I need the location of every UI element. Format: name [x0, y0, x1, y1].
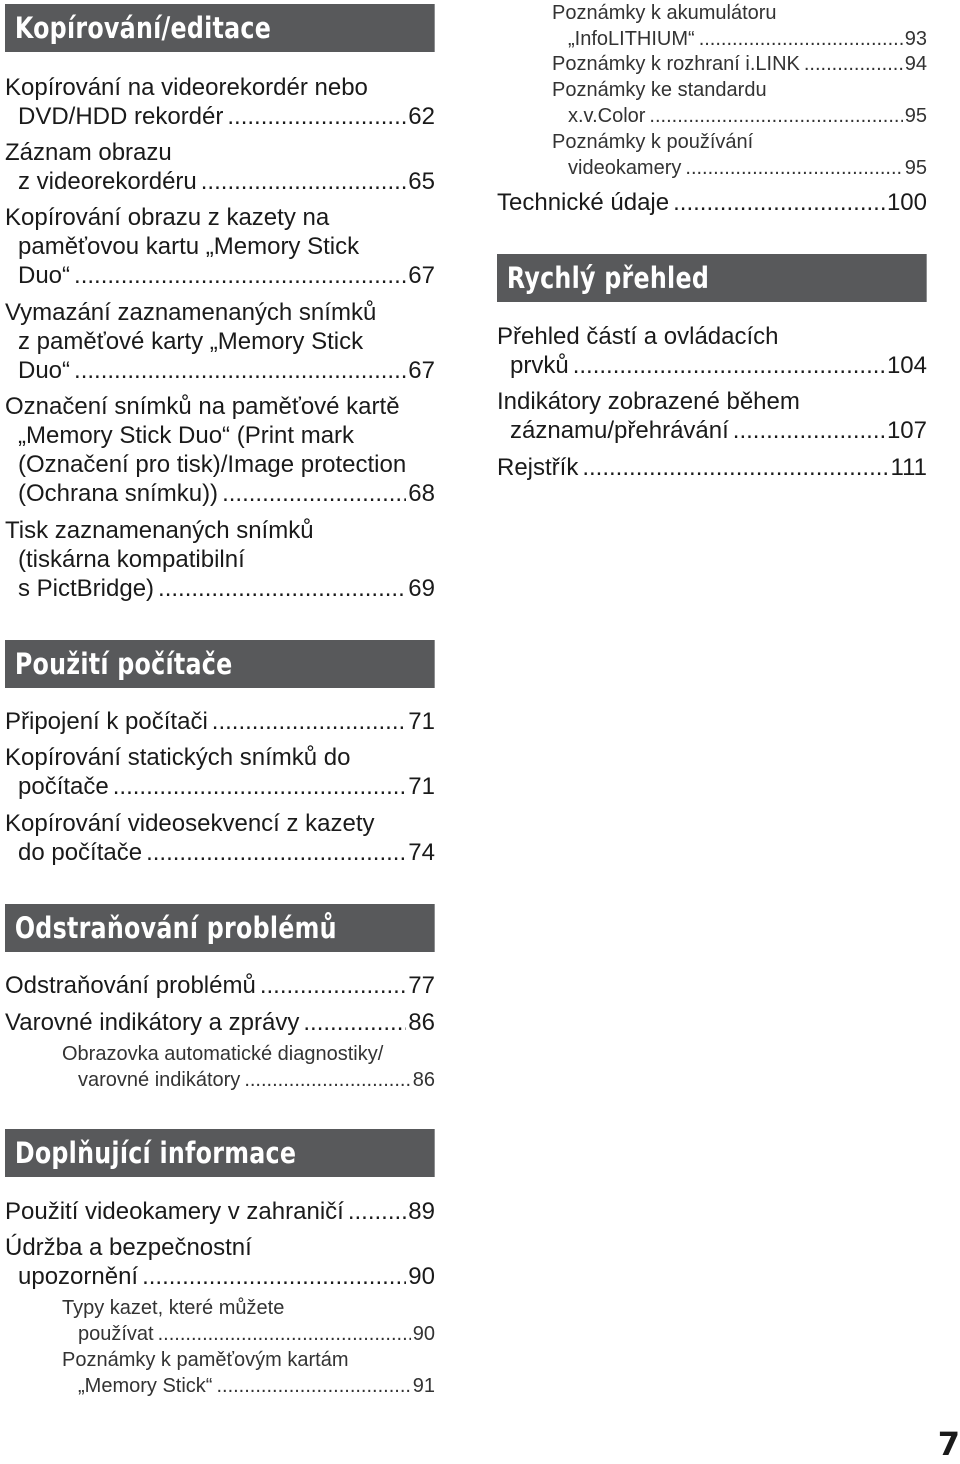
toc-entry-line — [62, 1067, 435, 1093]
toc-entry-line — [5, 1233, 435, 1262]
toc-page-number: 89 — [408, 1198, 435, 1225]
toc-entry-record-from-vcr[interactable] — [5, 138, 435, 196]
dot-leader — [158, 574, 406, 603]
toc-entry-line — [5, 356, 435, 385]
toc-entry-text: (Ochrana snímku)) — [18, 480, 219, 507]
toc-entry-line — [5, 138, 435, 167]
toc-entry-line — [497, 322, 927, 351]
toc-entry-troubleshooting[interactable] — [5, 971, 435, 1000]
toc-page-number: 71 — [408, 773, 435, 800]
toc-entry-line — [62, 1041, 435, 1067]
toc-entry-text: varovné indikátory — [78, 1069, 241, 1091]
toc-entry-abroad[interactable] — [5, 1197, 435, 1226]
toc-entry-text: Poznámky ke standardu — [552, 79, 767, 101]
dot-leader — [804, 51, 903, 77]
dot-leader — [573, 351, 885, 380]
toc-entry-line — [5, 421, 435, 450]
toc-page-number: 94 — [904, 53, 927, 75]
toc-entry-text: upozornění — [18, 1263, 139, 1290]
toc-page-number: 69 — [408, 575, 435, 602]
toc-entry-text: Vymazání zaznamenaných snímků — [5, 299, 377, 326]
toc-entry-line — [497, 351, 927, 380]
toc-entry-line — [552, 129, 927, 155]
toc-page-number: 68 — [408, 480, 435, 507]
toc-entry-text: Přehled částí a ovládacích — [497, 323, 779, 350]
toc-page-number: 86 — [412, 1069, 435, 1091]
toc-entry-line — [552, 103, 927, 129]
toc-entry-parts-controls[interactable] — [497, 322, 927, 380]
toc-entry-line — [5, 743, 435, 772]
toc-page-number: 104 — [886, 352, 927, 379]
dot-leader — [74, 261, 406, 290]
dot-leader — [260, 971, 406, 1000]
toc-entry-line — [5, 838, 435, 867]
toc-entry-line — [497, 416, 927, 445]
toc-entry-line — [5, 102, 435, 131]
toc-entry-line — [5, 261, 435, 290]
toc-entry-text: „Memory Stick“ — [78, 1375, 213, 1397]
toc-entry-text: Použití videokamery v zahraničí — [5, 1198, 344, 1225]
toc-entry-text: záznamu/přehrávání — [510, 417, 729, 444]
toc-page-number: 90 — [412, 1323, 435, 1345]
toc-entry-line — [5, 450, 435, 479]
toc-entry-text: Označení snímků na paměťové kartě — [5, 393, 400, 420]
section-header-quick-reference: Rychlý přehled — [497, 254, 927, 302]
toc-entry-line — [497, 387, 927, 416]
toc-entry-line — [5, 574, 435, 603]
toc-entry-text: Typy kazet, které můžete — [62, 1297, 285, 1319]
toc-entry-text: Poznámky k akumulátoru — [552, 2, 777, 24]
toc-entry-specifications[interactable] — [497, 188, 927, 217]
toc-entry-line — [552, 51, 927, 77]
dot-leader — [142, 1262, 406, 1291]
section-header-additional: Doplňující informace — [5, 1129, 435, 1177]
toc-entry-line — [5, 1008, 435, 1037]
toc-entry-line — [62, 1373, 435, 1399]
toc-entry-line — [5, 516, 435, 545]
toc-entry-text: Tisk zaznamenaných snímků — [5, 517, 314, 544]
toc-entry-copy-tape-to-card[interactable] — [5, 203, 435, 290]
toc-entry-text: Duo“ — [18, 357, 71, 384]
toc-entry-text: prvků — [510, 352, 569, 379]
toc-entry-indicators[interactable] — [497, 387, 927, 445]
toc-entry-copy-movies[interactable] — [5, 809, 435, 867]
toc-entry-line — [5, 392, 435, 421]
dot-leader — [216, 1373, 410, 1399]
toc-entry-line — [62, 1321, 435, 1347]
toc-entry-warnings[interactable] — [5, 1008, 435, 1037]
toc-entry-text: Připojení k počítači — [5, 708, 208, 735]
dot-leader — [146, 838, 406, 867]
toc-entry-line — [5, 203, 435, 232]
toc-entry-text: Poznámky k používání — [552, 131, 754, 153]
toc-entry-text: Kopírování videosekvencí z kazety — [5, 810, 375, 837]
toc-entry-line — [5, 327, 435, 356]
toc-entry-text: „InfoLITHIUM“ — [568, 28, 695, 50]
toc-entry-line — [5, 232, 435, 261]
toc-entry-text: videokamery — [568, 157, 682, 179]
toc-entry-connect-computer[interactable] — [5, 707, 435, 736]
dot-leader — [74, 356, 406, 385]
dot-leader — [222, 479, 406, 508]
dot-leader — [649, 103, 902, 129]
toc-page-number: 67 — [408, 357, 435, 384]
toc-entry-text: Duo“ — [18, 262, 71, 289]
toc-entry-text: Odstraňování problémů — [5, 972, 256, 999]
dot-leader — [582, 453, 888, 482]
toc-entry-maintenance[interactable] — [5, 1233, 435, 1291]
toc-entry-text: Kopírování obrazu z kazety na — [5, 204, 330, 231]
toc-entry-text: Kopírování na videorekordér nebo — [5, 74, 368, 101]
toc-page-number: 65 — [408, 168, 435, 195]
toc-entry-text: Rejstřík — [497, 454, 579, 481]
toc-entry-line — [5, 772, 435, 801]
toc-entry-text: do počítače — [18, 839, 143, 866]
dot-leader — [227, 102, 406, 131]
toc-entry-text: používat — [78, 1323, 154, 1345]
toc-entry-line — [62, 1295, 435, 1321]
section-header-copy-edit: Kopírování/editace — [5, 4, 435, 52]
section-header-troubleshooting: Odstraňování problémů — [5, 904, 435, 952]
toc-page-number: 77 — [408, 972, 435, 999]
toc-entry-line — [552, 26, 927, 52]
dot-leader — [201, 167, 407, 196]
toc-entry-text: „Memory Stick Duo“ (Print mark — [18, 422, 355, 449]
dot-leader — [348, 1197, 406, 1226]
toc-entry-text: Poznámky k paměťovým kartám — [62, 1349, 349, 1371]
toc-entry-text: z paměťové karty „Memory Stick — [18, 328, 364, 355]
dot-leader — [244, 1067, 410, 1093]
toc-entry-line — [5, 707, 435, 736]
toc-page-number: 107 — [886, 417, 927, 444]
toc-page-number: 111 — [890, 454, 927, 481]
toc-entry-line — [62, 1347, 435, 1373]
toc-entry-line — [5, 1262, 435, 1291]
page-number: 7 — [937, 1425, 960, 1463]
toc-page-number: 100 — [886, 189, 927, 216]
toc-page-number: 71 — [408, 708, 435, 735]
toc-entry-text: s PictBridge) — [18, 575, 155, 602]
toc-page-number: 91 — [412, 1375, 435, 1397]
toc-page-number: 90 — [408, 1263, 435, 1290]
toc-entry-line — [5, 298, 435, 327]
toc-page-number: 62 — [408, 103, 435, 130]
toc-entry-text: (tiskárna kompatibilní — [18, 546, 245, 573]
toc-entry-text: Obrazovka automatické diagnostiky/ — [62, 1043, 384, 1065]
toc-subentry-self-diagnosis[interactable] — [62, 1041, 435, 1093]
toc-entry-line — [497, 188, 927, 217]
toc-subentry-battery[interactable] — [552, 0, 927, 52]
toc-entry-line — [5, 545, 435, 574]
toc-entry-text: Kopírování statických snímků do — [5, 744, 351, 771]
toc-entry-text: Technické údaje — [497, 189, 670, 216]
toc-entry-text: z videorekordéru — [18, 168, 197, 195]
toc-entry-text: (Označení pro tisk)/Image protection — [18, 451, 407, 478]
section-header-computer: Použití počítače — [5, 640, 435, 688]
dot-leader — [673, 188, 885, 217]
toc-entry-line — [5, 167, 435, 196]
toc-subentry-ilink[interactable] — [552, 51, 927, 77]
toc-entry-text: paměťovou kartu „Memory Stick — [18, 233, 360, 260]
toc-entry-index[interactable] — [497, 453, 927, 482]
toc-entry-text: DVD/HDD rekordér — [18, 103, 224, 130]
toc-entry-line — [5, 73, 435, 102]
toc-entry-text: Údržba a bezpečnostní — [5, 1234, 252, 1261]
toc-page-number: 86 — [408, 1009, 435, 1036]
toc-page-number: 74 — [408, 839, 435, 866]
toc-entry-print-images[interactable] — [5, 516, 435, 603]
toc-entry-text: Indikátory zobrazené během — [497, 388, 800, 415]
toc-entry-text: počítače — [18, 773, 109, 800]
toc-entry-copy-stills[interactable] — [5, 743, 435, 801]
dot-leader — [733, 416, 885, 445]
toc-page-number: 95 — [904, 105, 927, 127]
toc-subentry-memory-stick[interactable] — [62, 1347, 435, 1399]
toc-entry-mark-images[interactable] — [5, 392, 435, 508]
dot-leader — [212, 707, 407, 736]
toc-entry-text: Poznámky k rozhraní i.LINK — [552, 53, 800, 75]
toc-page-number: 95 — [904, 157, 927, 179]
toc-entry-line — [497, 453, 927, 482]
dot-leader — [303, 1008, 406, 1037]
toc-entry-text: x.v.Color — [568, 105, 646, 127]
toc-entry-line — [552, 0, 927, 26]
toc-subentry-cassettes[interactable] — [62, 1295, 435, 1347]
toc-entry-line — [552, 77, 927, 103]
dot-leader — [685, 155, 902, 181]
toc-entry-line — [5, 1197, 435, 1226]
toc-subentry-xvcolor[interactable] — [552, 77, 927, 129]
toc-entry-text: Záznam obrazu — [5, 139, 172, 166]
dot-leader — [699, 26, 903, 52]
toc-entry-line — [552, 155, 927, 181]
dot-leader — [158, 1321, 411, 1347]
dot-leader — [113, 772, 407, 801]
toc-entry-line — [5, 971, 435, 1000]
toc-entry-delete-images[interactable] — [5, 298, 435, 385]
toc-page-number: 93 — [904, 28, 927, 50]
toc-entry-line — [5, 479, 435, 508]
toc-subentry-camcorder-use[interactable] — [552, 129, 927, 181]
toc-entry-copy-to-vcr[interactable] — [5, 73, 435, 131]
toc-entry-line — [5, 809, 435, 838]
toc-page-number: 67 — [408, 262, 435, 289]
toc-entry-text: Varovné indikátory a zprávy — [5, 1009, 300, 1036]
